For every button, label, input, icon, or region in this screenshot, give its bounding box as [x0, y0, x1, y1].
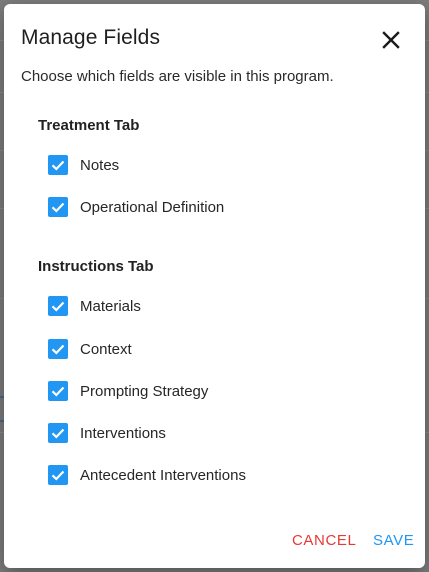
check-icon [50, 383, 66, 399]
check-icon [50, 298, 66, 314]
checkbox-prompting-strategy[interactable] [48, 381, 68, 401]
field-row-context[interactable] [48, 338, 132, 360]
field-row-antecedent-interventions[interactable] [48, 464, 246, 486]
section-heading-instructions: Instructions Tab [38, 258, 154, 275]
check-icon [50, 199, 66, 215]
field-row-notes[interactable] [48, 154, 119, 176]
field-label-interventions: Interventions [80, 424, 166, 442]
field-label-prompting-strategy: Prompting Strategy [80, 382, 209, 400]
check-icon [50, 341, 66, 357]
save-button[interactable]: SAVE [373, 532, 415, 549]
checkbox-antecedent-interventions[interactable] [48, 465, 68, 485]
field-label-antecedent-interventions: Antecedent Interventions [80, 466, 246, 484]
checkbox-context[interactable] [48, 339, 68, 359]
dialog-title: Manage Fields [21, 26, 161, 49]
dialog-subtitle: Choose which fields are visible in this program. [21, 68, 334, 85]
field-row-interventions[interactable] [48, 422, 166, 444]
checkbox-operational-definition[interactable] [48, 197, 68, 217]
cancel-button[interactable]: CANCEL [292, 532, 357, 549]
field-label-materials: Materials [80, 297, 141, 315]
field-label-context: Context [80, 340, 132, 358]
field-label-notes: Notes [80, 156, 120, 174]
field-row-prompting-strategy[interactable] [48, 380, 208, 402]
close-button[interactable] [379, 28, 403, 52]
checkbox-notes[interactable] [48, 155, 68, 175]
field-row-operational-definition[interactable] [48, 196, 224, 218]
section-heading-treatment: Treatment Tab [38, 117, 140, 134]
close-icon [379, 28, 403, 52]
field-row-materials[interactable] [48, 295, 141, 317]
checkbox-interventions[interactable] [48, 423, 68, 443]
check-icon [50, 425, 66, 441]
checkbox-materials[interactable] [48, 296, 68, 316]
check-icon [50, 467, 66, 483]
check-icon [50, 157, 66, 173]
manage-fields-dialog [4, 4, 425, 568]
field-label-operational-definition: Operational Definition [80, 198, 225, 216]
